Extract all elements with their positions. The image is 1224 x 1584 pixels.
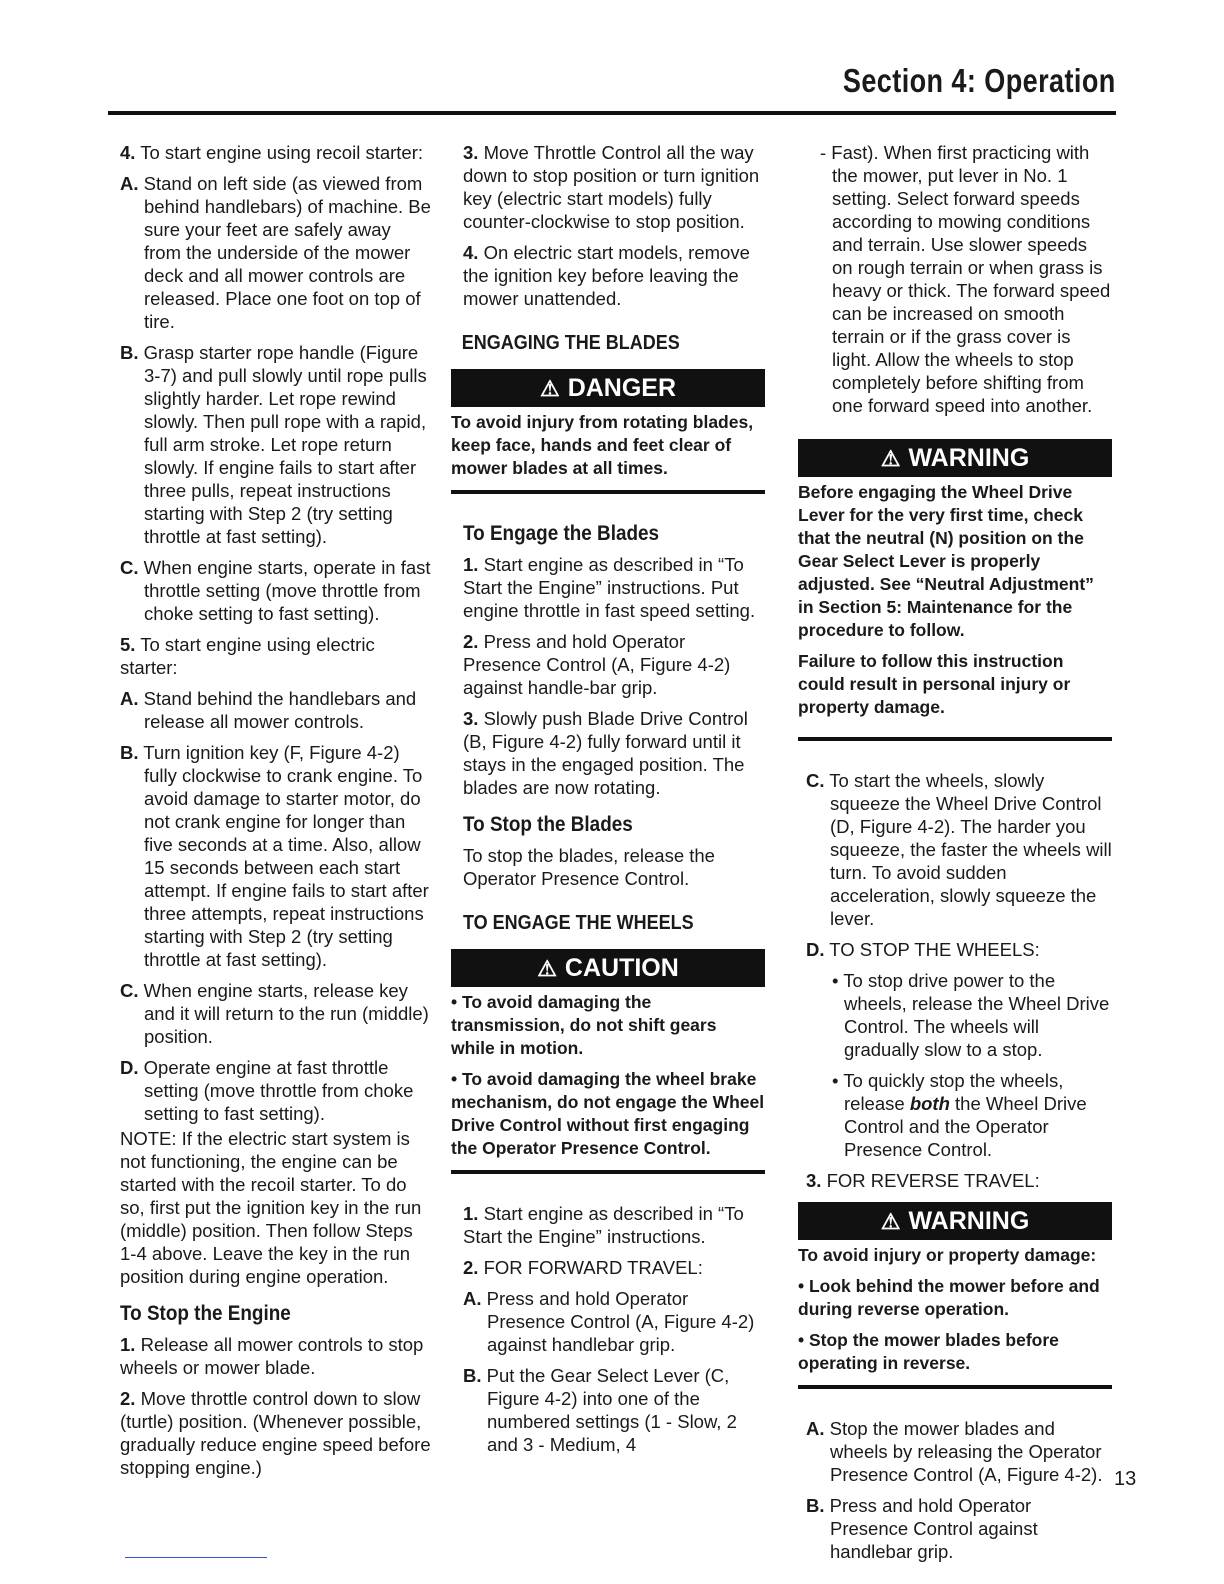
wheels-step-2c: C. To start the wheels, slowly squeeze the Wheel Drive Control (D, Figure 4-2). The harder you squeeze, the faster the wheels will turn. To avoid sudden acceleration, slowly squeeze the lever. — [806, 770, 1112, 929]
stop-wheels-bullet-1: • To stop drive power to the wheels, release the Wheel Drive Control. The wheels will gradually slow to a stop. — [832, 970, 1110, 1060]
stop-step-3: 3. Move Throttle Control all the way down to stop position or turn ignition key (electric start models) fully counter-clockwise to stop position. — [463, 142, 760, 232]
header-rule — [108, 111, 1116, 115]
footer-line — [125, 1557, 267, 1558]
warning-1-text-2: Failure to follow this instruction could result in personal injury or property damage. — [798, 651, 1071, 717]
warning-2-text-3: • Stop the mower blades before operating in reverse. — [798, 1330, 1059, 1373]
wheels-step-2b: B. Put the Gear Select Lever (C, Figure 4-2) into one of the numbered settings (1 - Slow, 2 and 3 - Medium, 4 — [463, 1365, 737, 1455]
warning-2-end-rule — [798, 1385, 1112, 1389]
warning-triangle-icon: ⚠ — [880, 1209, 901, 1234]
wheels-step-2d: D. TO STOP THE WHEELS: — [806, 939, 1040, 960]
reverse-step-b: B. Press and hold Operator Presence Control against handlebar grip. — [806, 1495, 1038, 1562]
column-3 — [798, 141, 1112, 1571]
warning-banner-2: ⚠ WARNING — [798, 1202, 1112, 1240]
stop-step-1: 1. Release all mower controls to stop wheels or mower blade. — [120, 1334, 424, 1378]
caution-text-2: • To avoid damaging the wheel brake mechanism, do not engage the Wheel Drive Control without first engaging the Operator Presence Control. — [451, 1069, 765, 1158]
caution-banner: ⚠ CAUTION — [451, 949, 765, 987]
stop-engine-heading: To Stop the Engine — [120, 1302, 291, 1325]
wheels-step-2: 2. FOR FORWARD TRAVEL: — [463, 1257, 703, 1278]
stop-step-4: 4. On electric start models, remove the ignition key before leaving the mower unattended. — [463, 242, 750, 309]
note-text: NOTE: If the electric start system is not functioning, the engine can be started with the recoil starter. To do so, first put the ignition key in the run (middle) position. Then follow Steps 1-4 above. Leave the key in the run position during engine operation. — [120, 1128, 422, 1287]
danger-end-rule — [451, 490, 765, 494]
danger-text-block — [451, 411, 765, 480]
step-5b: B. Turn ignition key (F, Figure 4-2) fully clockwise to crank engine. To avoid damage to starter motor, do not crank engine for longer than five seconds at a time. Also, allow 15 seconds between each start attempt. If engine fails to start after three attempts, repeat instructions starting with Step 2 (try setting throttle at fast setting). — [120, 742, 429, 970]
warning-triangle-icon: ⚠ — [539, 376, 560, 401]
reverse-steps — [798, 1417, 1112, 1563]
danger-text: To avoid injury from rotating blades, keep face, hands and feet clear of mower blades at all times. — [451, 412, 754, 478]
step-5c: C. When engine starts, release key and it will return to the run (middle) position. — [120, 980, 429, 1047]
step-4a: A. Stand on left side (as viewed from behind handlebars) of machine. Be sure your feet are safely away from the underside of the mower deck and all mower controls are released. Place one foot on top of tire. — [120, 173, 431, 332]
reverse-step-a: A. Stop the mower blades and wheels by releasing the Operator Presence Control (A, Figure 4-2). — [806, 1418, 1103, 1485]
wheels-step-2a: A. Press and hold Operator Presence Control (A, Figure 4-2) against handlebar grip. — [463, 1288, 755, 1355]
danger-banner: ⚠ DANGER — [451, 369, 765, 407]
engage-step-1: 1. Start engine as described in “To Start the Engine” instructions. Put engine throttle in fast speed setting. — [463, 554, 756, 621]
wheels-step-3: 3. FOR REVERSE TRAVEL: — [806, 1170, 1040, 1191]
step-5a: A. Stand behind the handlebars and release all mower controls. — [120, 688, 417, 732]
engaging-blades-heading: ENGAGING THE BLADES — [461, 332, 680, 354]
stop-wheels-bullet-2: • To quickly stop the wheels, release both the Wheel Drive Control and the Operator Presence Control. — [832, 1070, 1087, 1160]
wheels-steps — [451, 1202, 765, 1456]
stop-blades-heading: To Stop the Blades — [463, 813, 633, 836]
warning-triangle-icon: ⚠ — [880, 446, 901, 471]
warning-2-text-block — [798, 1244, 1112, 1375]
engage-step-3: 3. Slowly push Blade Drive Control (B, Figure 4-2) fully forward until it stays in the engaged position. The blades are now rotating. — [463, 708, 748, 798]
warning-1-text-block — [798, 481, 1112, 719]
caution-text-1: • To avoid damaging the transmission, do not shift gears while in motion. — [451, 992, 717, 1058]
step-4c: C. When engine starts, operate in fast throttle setting (move throttle from choke setting to fast setting). — [120, 557, 431, 624]
section-title: Section 4: Operation — [843, 62, 1116, 99]
stop-blades-text: To stop the blades, release the Operator Presence Control. — [463, 845, 715, 889]
caution-text-block — [451, 991, 765, 1160]
engage-wheels-heading: TO ENGAGE THE WHEELS — [463, 912, 694, 934]
page-number: 13 — [1114, 1468, 1137, 1490]
engage-blades-heading: To Engage the Blades — [463, 522, 660, 545]
warning-1-end-rule — [798, 737, 1112, 741]
warning-triangle-icon: ⚠ — [537, 956, 557, 981]
engage-blades-section — [451, 522, 765, 935]
step-5d: D. Operate engine at fast throttle setting (move throttle from choke setting to fast setting). — [120, 1057, 414, 1124]
warning-1-text-1: Before engaging the Wheel Drive Lever for the very first time, check that the neutral (N) position on the Gear Select Lever is properly adjusted. See “Neutral Adjustment” in Section 5: Maintenance for the procedure to follow. — [798, 482, 1094, 640]
step-5: 5. To start engine using electric starter: — [120, 634, 375, 678]
step-4: 4. To start engine using recoil starter: — [120, 142, 424, 163]
column-1 — [120, 141, 432, 1487]
stop-step-2: 2. Move throttle control down to slow (turtle) position. (Whenever possible, gradually reduce engine speed before stopping engine.) — [120, 1388, 431, 1478]
speed-continued-text: - Fast). When first practicing with the mower, put lever in No. 1 setting. Select forward speeds according to mowing conditions and terrain. Use slower speeds on rough terrain or when grass is heavy or thick. The forward speed can be increased on smooth terrain or if the grass cover is light. Allow the wheels to stop completely before shifting from one forward speed into another. — [820, 142, 1111, 416]
warning-2-text-1: To avoid injury or property damage: — [798, 1245, 1097, 1265]
column-2 — [451, 141, 765, 1464]
warning-banner-1: ⚠ WARNING — [798, 439, 1112, 477]
warning-2-text-2: • Look behind the mower before and during reverse operation. — [798, 1276, 1100, 1319]
caution-end-rule — [451, 1170, 765, 1174]
step-4b: B. Grasp starter rope handle (Figure 3-7) and pull slowly until rope pulls slightly harder. Let rope rewind slowly. Then pull rope with a rapid, full arm stroke. Let rope return slowly. If engine fails to start after three pulls, repeat instructions starting with Step 2 (try setting throttle at fast setting). — [120, 342, 427, 547]
engage-step-2: 2. Press and hold Operator Presence Control (A, Figure 4-2) against handle-bar grip. — [463, 631, 731, 698]
wheels-step-1: 1. Start engine as described in “To Start the Engine” instructions. — [463, 1203, 744, 1247]
wheels-steps-continued — [798, 769, 1112, 1192]
